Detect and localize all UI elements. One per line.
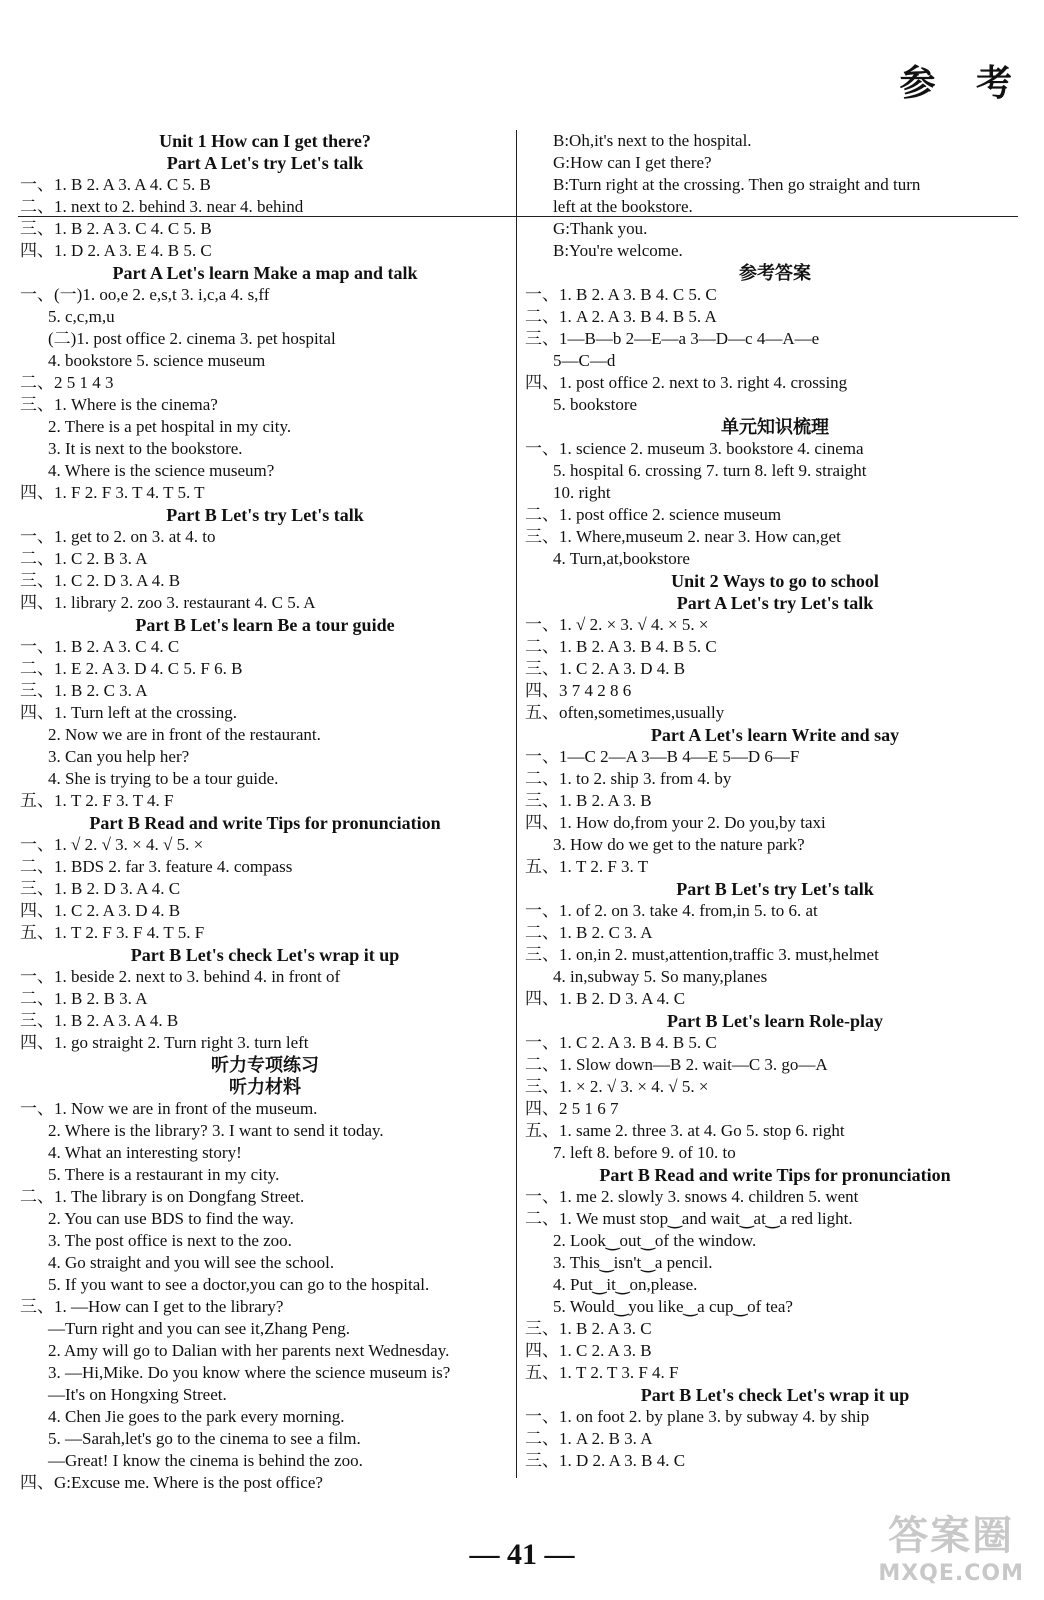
answer-line: 4. What an interesting story! [48,1143,242,1162]
answer-line: 3. This‿isn't‿a pencil. [553,1253,713,1272]
section-heading: Part B Let's learn Be a tour guide [135,615,395,635]
answer-line: 四、1. Turn left at the crossing. [20,703,238,722]
answer-line: 一、(一)1. oo,e 2. e,s,t 3. i,c,a 4. s,ff [20,285,270,304]
answer-line: 一、1—C 2—A 3—B 4—E 5—D 6—F [525,747,800,766]
answer-line: 4. Where is the science museum? [48,461,275,480]
answer-line: 三、1. C 2. A 3. D 4. B [525,659,686,678]
answer-line: 五、1. T 2. F 3. F 4. T 5. F [20,923,205,942]
answer-line: 2. Now we are in front of the restaurant. [48,725,321,744]
answer-line: 4. Turn,at,bookstore [553,549,690,568]
answer-line: B:You're welcome. [553,241,683,260]
answer-line: 三、1. D 2. A 3. B 4. C [525,1451,686,1470]
answer-line: 一、1. get to 2. on 3. at 4. to [20,527,216,546]
answer-line: G:Thank you. [553,219,648,238]
answer-line: 4. Chen Jie goes to the park every morning. [48,1407,345,1426]
answer-line: 5. —Sarah,let's go to the cinema to see a film. [48,1429,361,1448]
page-header-title: 参 考 [899,62,1026,104]
answer-line: 5. If you want to see a doctor,you can go to the hospital. [48,1275,430,1294]
answer-line: 5. bookstore [553,395,638,414]
column-divider [516,130,517,1478]
answer-line: 3. It is next to the bookstore. [48,439,243,458]
answer-line: 四、1. post office 2. next to 3. right 4. crossing [525,373,848,392]
answer-line: 4. in,subway 5. So many,planes [553,967,768,986]
answer-line: 一、1. science 2. museum 3. bookstore 4. cinema [525,439,864,458]
section-heading: Part B Let's learn Role-play [667,1011,883,1031]
answer-line: 四、1. B 2. D 3. A 4. C [525,989,686,1008]
answer-line: 三、1—B—b 2—E—a 3—D—c 4—A—e [525,329,820,348]
answer-line: 一、1. on foot 2. by plane 3. by subway 4. by ship [525,1407,870,1426]
answer-line: 一、1. √ 2. × 3. √ 4. × 5. × [525,615,709,634]
answer-line: 3. How do we get to the nature park? [553,835,805,854]
answer-line: 五、often,sometimes,usually [525,703,725,722]
answer-line: 二、1. B 2. C 3. A [525,923,653,942]
answer-line: 二、1. next to 2. behind 3. near 4. behind [20,197,304,216]
answer-line: 四、1. How do,from your 2. Do you,by taxi [525,813,826,832]
answer-line: 4. bookstore 5. science museum [48,351,266,370]
section-heading: Part B Read and write Tips for pronunciation [89,813,441,833]
answer-line: 四、1. library 2. zoo 3. restaurant 4. C 5. A [20,593,316,612]
right-answer-column [525,130,1025,1472]
answer-line: 三、1. on,in 2. must,attention,traffic 3. must,helmet [525,945,879,964]
answer-line: 三、1. B 2. A 3. C 4. C 5. B [20,219,212,238]
answer-line: 二、1. The library is on Dongfang Street. [20,1187,305,1206]
answer-line: 四、1. C 2. A 3. B [525,1341,652,1360]
answer-line: 4. Put‿it‿on,please. [553,1275,698,1294]
answer-line: 二、1. to 2. ship 3. from 4. by [525,769,732,788]
answer-line: 5. There is a restaurant in my city. [48,1165,280,1184]
answer-line: 5. Would‿you like‿a cup‿of tea? [553,1297,793,1316]
answer-line: 二、1. C 2. B 3. A [20,549,148,568]
answer-line: 四、3 7 4 2 8 6 [525,681,632,700]
answer-line: 四、1. C 2. A 3. D 4. B [20,901,181,920]
answer-line: 二、1. B 2. B 3. A [20,989,148,1008]
answer-line: —It's on Hongxing Street. [48,1385,227,1404]
answer-line: G:How can I get there? [553,153,712,172]
watermark-logo [878,1504,1024,1586]
answer-line: 2. Amy will go to Dalian with her parents next Wednesday. [48,1341,450,1360]
answer-line: 二、1. post office 2. science museum [525,505,782,524]
answer-line: 一、1. B 2. A 3. B 4. C 5. C [525,285,717,304]
answer-line: B:Oh,it's next to the hospital. [553,131,752,150]
answer-line: 四、1. F 2. F 3. T 4. T 5. T [20,483,205,502]
answer-line: 三、1. B 2. A 3. C [525,1319,652,1338]
answer-line: 三、1. Where,museum 2. near 3. How can,get [525,527,841,546]
answer-line: 一、1. Now we are in front of the museum. [20,1099,318,1118]
answer-line: 四、G:Excuse me. Where is the post office? [20,1473,323,1492]
answer-line: 三、1. B 2. C 3. A [20,681,148,700]
answer-line: 二、1. A 2. B 3. A [525,1429,653,1448]
page-number: — 41 — [469,1538,575,1571]
watermark-line2: MXQE.COM [878,1561,1024,1586]
answer-line: 4. Go straight and you will see the school. [48,1253,335,1272]
answer-line: 五、1. T 2. F 3. T [525,857,649,876]
answer-line: 3. —Hi,Mike. Do you know where the science museum is? [48,1363,451,1382]
section-heading: Part A Let's learn Write and say [650,725,900,745]
answer-line: 二、1. Slow down—B 2. wait—C 3. go—A [525,1055,828,1074]
answer-line: 3. Can you help her? [48,747,190,766]
section-heading: Part B Let's try Let's talk [676,879,874,899]
answer-line: 一、1. of 2. on 3. take 4. from,in 5. to 6. at [525,901,818,920]
section-heading: Unit 2 Ways to go to school [671,571,879,591]
answer-line: 2. There is a pet hospital in my city. [48,417,292,436]
answer-line: 2. Where is the library? 3. I want to send it today. [48,1121,384,1140]
answer-line: 三、1. B 2. D 3. A 4. C [20,879,181,898]
answer-line: 五、1. T 2. T 3. F 4. F [525,1363,679,1382]
section-heading: Part B Let's check Let's wrap it up [130,945,400,965]
answer-line: 5. hospital 6. crossing 7. turn 8. left 9. straight [553,461,867,480]
answer-line: 5—C—d [553,351,616,370]
answer-line: 10. right [553,483,611,502]
answer-line: left at the bookstore. [553,197,693,216]
answer-line: 二、1. A 2. A 3. B 4. B 5. A [525,307,717,326]
answer-line: 二、1. BDS 2. far 3. feature 4. compass [20,857,293,876]
answer-line: 三、1. Where is the cinema? [20,395,218,414]
answer-line: 二、1. E 2. A 3. D 4. C 5. F 6. B [20,659,243,678]
section-heading: Part A Let's try Let's talk [166,153,364,173]
answer-line: 7. left 8. before 9. of 10. to [553,1143,736,1162]
section-heading: 听力专项练习 [211,1055,319,1075]
answer-line: 2. You can use BDS to find the way. [48,1209,294,1228]
answer-line: 一、1. beside 2. next to 3. behind 4. in front of [20,967,341,986]
section-heading: Part A Let's try Let's talk [676,593,874,613]
answer-line: 二、1. B 2. A 3. B 4. B 5. C [525,637,717,656]
answer-line: 三、1. C 2. D 3. A 4. B [20,571,181,590]
answer-line: —Turn right and you can see it,Zhang Peng. [48,1319,351,1338]
answer-line: 一、1. me 2. slowly 3. snows 4. children 5. went [525,1187,859,1206]
answer-line: 五、1. same 2. three 3. at 4. Go 5. stop 6. right [525,1121,845,1140]
answer-line: 三、1. B 2. A 3. B [525,791,652,810]
watermark-line1: 答案圈 [888,1513,1015,1559]
answer-line: 三、1. —How can I get to the library? [20,1297,284,1316]
section-heading: Unit 1 How can I get there? [159,131,371,151]
answer-line: 一、1. C 2. A 3. B 4. B 5. C [525,1033,717,1052]
answer-line: 一、1. B 2. A 3. C 4. C [20,637,180,656]
answer-line: 一、1. B 2. A 3. A 4. C 5. B [20,175,211,194]
section-heading: 听力材料 [229,1077,301,1097]
section-heading: 参考答案 [739,263,811,283]
answer-line: 三、1. B 2. A 3. A 4. B [20,1011,179,1030]
answer-line: 三、1. × 2. √ 3. × 4. √ 5. × [525,1077,709,1096]
section-heading: 单元知识梳理 [721,417,829,437]
section-heading: Part B Let's try Let's talk [166,505,364,525]
answer-line: 一、1. √ 2. √ 3. × 4. √ 5. × [20,835,204,854]
answer-line: B:Turn right at the crossing. Then go straight and turn [553,175,921,194]
answer-line: 二、2 5 1 4 3 [20,373,114,392]
left-answer-column [20,130,510,1494]
answer-line: 四、1. D 2. A 3. E 4. B 5. C [20,241,212,260]
answer-line: 4. She is trying to be a tour guide. [48,769,279,788]
answer-line: 五、1. T 2. F 3. T 4. F [20,791,174,810]
page-number-text: 41 [507,1538,537,1571]
answer-line: (二)1. post office 2. cinema 3. pet hospital [48,329,336,348]
answer-line: 四、2 5 1 6 7 [525,1099,619,1118]
answer-line: 5. c,c,m,u [48,307,115,326]
section-heading: Part B Let's check Let's wrap it up [640,1385,910,1405]
answer-line: 二、1. We must stop‿and wait‿at‿a red light. [525,1209,853,1228]
section-heading: Part B Read and write Tips for pronunciation [599,1165,951,1185]
answer-line: 3. The post office is next to the zoo. [48,1231,292,1250]
answer-line: 四、1. go straight 2. Turn right 3. turn left [20,1033,309,1052]
section-heading: Part A Let's learn Make a map and talk [112,263,418,283]
answer-line: —Great! I know the cinema is behind the zoo. [48,1451,363,1470]
answer-line: 2. Look‿out‿of the window. [553,1231,757,1250]
